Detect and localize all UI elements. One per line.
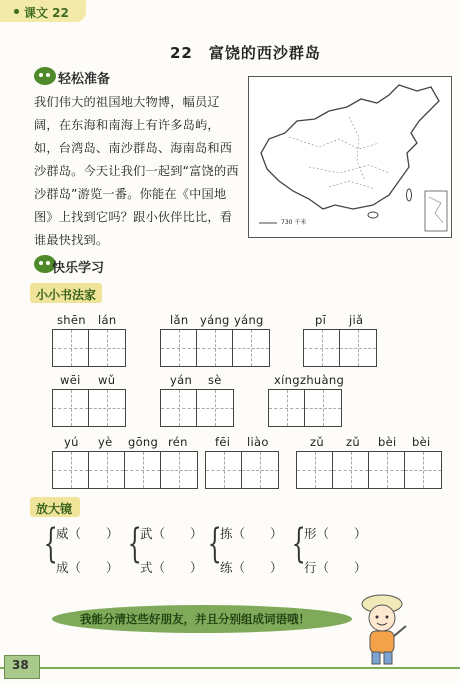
writing-grid[interactable]: [296, 451, 442, 489]
pinyin-text: yáng: [200, 313, 230, 327]
writing-grid[interactable]: [160, 329, 270, 367]
writing-grid[interactable]: [52, 329, 126, 367]
map-scale: 730 千米: [281, 219, 307, 226]
pinyin-text: yán: [170, 373, 193, 387]
writing-grid[interactable]: [52, 389, 126, 427]
lesson-tag: 课文 22: [24, 6, 69, 20]
intro-paragraph: 我们伟大的祖国地大物博，幅员辽阔，在东海和南海上有许多岛屿，如，台湾岛、南沙群岛、海南岛和西沙群岛。今天让我们一起到“富饶的西沙群岛”游览一番。你能在《中国地图》上找到它吗？跟小伙伴比比，看谁最快找到。: [34, 95, 239, 247]
pinyin-text: jiǎ: [349, 313, 364, 327]
pinyin-text: wǔ: [98, 373, 116, 387]
pinyin-text: lán: [98, 313, 117, 327]
pinyin-text: liào: [247, 435, 269, 449]
magnifier-item[interactable]: 式（ ）: [140, 560, 203, 575]
writing-grid[interactable]: [160, 389, 234, 427]
china-map: [248, 76, 452, 238]
map-outline-icon: [249, 77, 451, 237]
brace-icon: {: [207, 521, 222, 567]
magnifier-item[interactable]: 行（ ）: [304, 560, 367, 575]
magnifier-item[interactable]: 拣（ ）: [220, 526, 283, 541]
pinyin-text: sè: [208, 373, 222, 387]
brace-icon: {: [127, 521, 142, 567]
footer-line: [0, 667, 460, 669]
pinyin-text: wēi: [60, 373, 81, 387]
pinyin-text: gōng: [128, 435, 159, 449]
pinyin-text: pī: [315, 313, 327, 327]
section-title-prep: 轻松准备: [58, 72, 111, 87]
page-number: 38: [12, 658, 29, 672]
magnifier-item[interactable]: 武（ ）: [140, 526, 203, 541]
writing-grid[interactable]: [268, 389, 342, 427]
pinyin-text: zǔ: [346, 435, 360, 449]
pinyin-text: rén: [168, 435, 188, 449]
magnifier-item[interactable]: 练（ ）: [220, 560, 283, 575]
writing-grid[interactable]: [205, 451, 279, 489]
brace-icon: {: [43, 521, 58, 567]
magnifier-item[interactable]: 形（ ）: [304, 526, 367, 541]
section-title-learn: 快乐学习: [52, 261, 105, 276]
magnifier-item[interactable]: 成（ ）: [56, 560, 119, 575]
pinyin-text: lǎn: [170, 313, 189, 327]
pinyin-text: yáng: [234, 313, 264, 327]
pinyin-text: shēn: [57, 313, 86, 327]
frog-icon: [34, 67, 56, 85]
pinyin-text: zǔ: [310, 435, 324, 449]
magnifier-label: 放大镜: [30, 497, 80, 517]
pinyin-text: yú: [64, 435, 79, 449]
writing-grid[interactable]: [52, 451, 198, 489]
cartoon-child-icon: [352, 590, 412, 670]
writing-grid[interactable]: [303, 329, 377, 367]
magnifier-item[interactable]: 威（ ）: [56, 526, 119, 541]
pinyin-text: fēi: [215, 435, 231, 449]
pinyin-text: xíng: [274, 373, 300, 387]
calligraphy-label: 小小书法家: [30, 283, 102, 303]
banner-text: 我能分清这些好朋友，并且分别组成词语哦！: [80, 612, 310, 626]
pinyin-text: bèi: [412, 435, 431, 449]
pinyin-text: zhuàng: [300, 373, 345, 387]
pinyin-text: bèi: [378, 435, 397, 449]
pinyin-text: yè: [98, 435, 113, 449]
page-title: 22 富饶的西沙群岛: [170, 44, 321, 62]
brace-icon: {: [291, 521, 306, 567]
bullet-icon: [14, 9, 19, 14]
